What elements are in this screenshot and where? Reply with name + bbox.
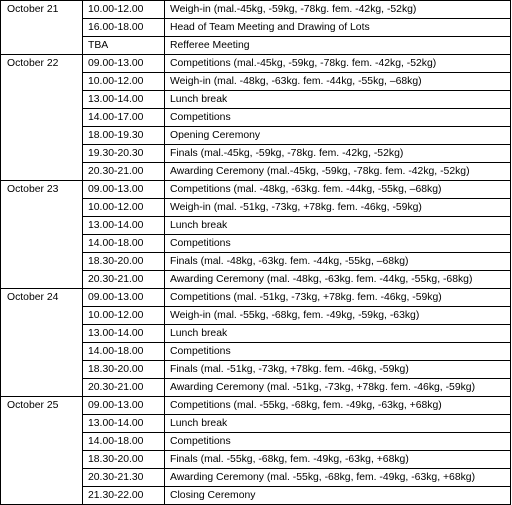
time-cell: 13.00-14.00	[83, 217, 165, 235]
event-cell: Competitions	[165, 433, 511, 451]
time-cell: 09.00-13.00	[83, 181, 165, 199]
date-cell: October 21	[1, 1, 83, 55]
time-cell: 21.30-22.00	[83, 487, 165, 505]
event-cell: Head of Team Meeting and Drawing of Lots	[165, 19, 511, 37]
time-cell: 20.30-21.00	[83, 163, 165, 181]
event-cell: Finals (mal. -51kg, -73kg, +78kg. fem. -46kg, -59kg)	[165, 361, 511, 379]
time-cell: 09.00-13.00	[83, 397, 165, 415]
event-cell: Weigh-in (mal.-45kg, -59kg, -78kg. fem. -42kg, -52kg)	[165, 1, 511, 19]
event-cell: Awarding Ceremony (mal. -48kg, -63kg. fem. -44kg, -55kg, -68kg)	[165, 271, 511, 289]
event-cell: Weigh-in (mal. -51kg, -73kg, +78kg. fem. -46kg, -59kg)	[165, 199, 511, 217]
time-cell: 09.00-13.00	[83, 55, 165, 73]
date-cell: October 24	[1, 289, 83, 397]
event-cell: Competitions (mal.-45kg, -59kg, -78kg. fem. -42kg, -52kg)	[165, 55, 511, 73]
time-cell: 10.00-12.00	[83, 1, 165, 19]
date-cell: October 22	[1, 55, 83, 181]
event-cell: Lunch break	[165, 415, 511, 433]
date-cell: October 23	[1, 181, 83, 289]
event-cell: Lunch break	[165, 325, 511, 343]
time-cell: 18.30-20.00	[83, 451, 165, 469]
event-cell: Awarding Ceremony (mal. -55kg, -68kg, fem. -49kg, -63kg, +68kg)	[165, 469, 511, 487]
schedule-body	[1, 1, 511, 505]
time-cell: 20.30-21.00	[83, 379, 165, 397]
event-cell: Competitions (mal. -55kg, -68kg, fem. -49kg, -63kg, +68kg)	[165, 397, 511, 415]
time-cell: 14.00-18.00	[83, 433, 165, 451]
table-row	[1, 55, 511, 73]
event-cell: Weigh-in (mal. -55kg, -68kg, fem. -49kg, -59kg, -63kg)	[165, 307, 511, 325]
date-cell: October 25	[1, 397, 83, 505]
event-cell: Competitions (mal. -48kg, -63kg. fem. -44kg, -55kg, –68kg)	[165, 181, 511, 199]
time-cell: 20.30-21.30	[83, 469, 165, 487]
time-cell: 18.30-20.00	[83, 361, 165, 379]
event-cell: Finals (mal. -48kg, -63kg. fem. -44kg, -55kg, –68kg)	[165, 253, 511, 271]
time-cell: 14.00-18.00	[83, 235, 165, 253]
time-cell: 10.00-12.00	[83, 199, 165, 217]
time-cell: 13.00-14.00	[83, 415, 165, 433]
table-row	[1, 397, 511, 415]
table-row	[1, 1, 511, 19]
event-cell: Closing Ceremony	[165, 487, 511, 505]
table-row	[1, 181, 511, 199]
event-cell: Awarding Ceremony (mal. -51kg, -73kg, +78kg. fem. -46kg, -59kg)	[165, 379, 511, 397]
time-cell: 14.00-17.00	[83, 109, 165, 127]
time-cell: 19.30-20.30	[83, 145, 165, 163]
event-cell: Competitions	[165, 235, 511, 253]
time-cell: 09.00-13.00	[83, 289, 165, 307]
event-cell: Finals (mal.-45kg, -59kg, -78kg. fem. -42kg, -52kg)	[165, 145, 511, 163]
event-cell: Lunch break	[165, 217, 511, 235]
time-cell: 10.00-12.00	[83, 73, 165, 91]
event-cell: Awarding Ceremony (mal.-45kg, -59kg, -78kg. fem. -42kg, -52kg)	[165, 163, 511, 181]
event-cell: Weigh-in (mal. -48kg, -63kg. fem. -44kg, -55kg, –68kg)	[165, 73, 511, 91]
event-cell: Competitions	[165, 343, 511, 361]
time-cell: 16.00-18.00	[83, 19, 165, 37]
time-cell: TBA	[83, 37, 165, 55]
time-cell: 10.00-12.00	[83, 307, 165, 325]
event-cell: Opening Ceremony	[165, 127, 511, 145]
time-cell: 20.30-21.00	[83, 271, 165, 289]
event-cell: Lunch break	[165, 91, 511, 109]
event-cell: Refferee Meeting	[165, 37, 511, 55]
event-cell: Competitions	[165, 109, 511, 127]
event-cell: Finals (mal. -55kg, -68kg, fem. -49kg, -63kg, +68kg)	[165, 451, 511, 469]
time-cell: 13.00-14.00	[83, 91, 165, 109]
event-cell: Competitions (mal. -51kg, -73kg, +78kg. fem. -46kg, -59kg)	[165, 289, 511, 307]
time-cell: 14.00-18.00	[83, 343, 165, 361]
time-cell: 18.30-20.00	[83, 253, 165, 271]
table-row	[1, 289, 511, 307]
time-cell: 13.00-14.00	[83, 325, 165, 343]
time-cell: 18.00-19.30	[83, 127, 165, 145]
